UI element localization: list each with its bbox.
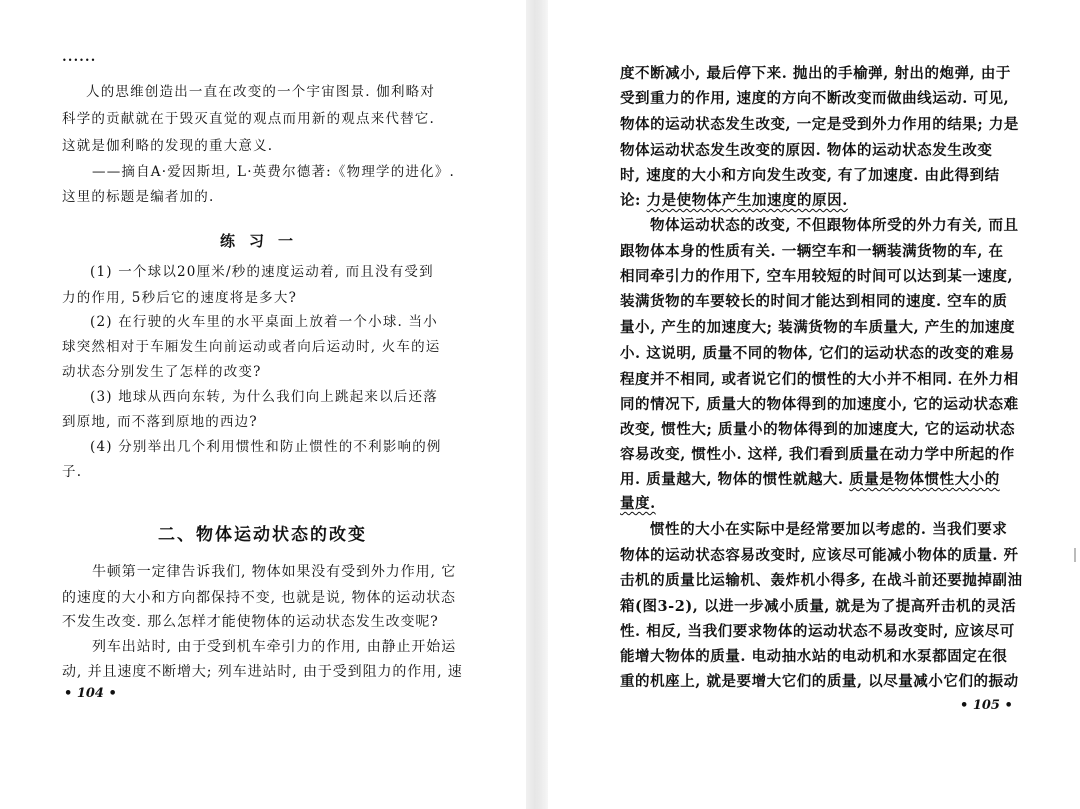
quote-note: 这里的标题是编者加的. [62, 189, 215, 205]
body-line: 物体的运动状态发生改变, 一定是受到外力作用的结果; 力是 [620, 116, 1019, 133]
exercise-line: (1) 一个球以20厘米/秒的速度运动着, 而且没有受到 [90, 264, 434, 280]
body-line: 改变, 惯性大; 质量小的物体得到的加速度大, 它的运动状态 [620, 421, 1016, 438]
right-page [548, 0, 1080, 809]
quote-line: 这就是伽利略的发现的重大意义. [62, 138, 274, 154]
corner-mark: •••••• [62, 56, 97, 65]
conclusion-emphasis: 力是使物体产生加速度的原因. [646, 192, 848, 209]
body-line: 物体运动状态的改变, 不但跟物体所受的外力有关, 而且 [650, 217, 1019, 234]
exercise-title: 练习一 [220, 232, 308, 250]
body-line: 不发生改变. 那么怎样才能使物体的运动状态发生改变呢? [62, 614, 439, 630]
exercise-line: 球突然相对于车厢发生向前运动或者向后运动时, 火车的运 [62, 339, 441, 355]
body-line: 物体的运动状态容易改变时, 应该尽可能减小物体的质量. 歼 [620, 547, 1019, 564]
body-text-segment: 论: [620, 192, 647, 209]
page-gutter [526, 0, 548, 809]
quote-source: ——摘自A·爱因斯坦, L·英费尔德著:《物理学的进化》. [92, 164, 456, 180]
body-line: 能增大物体的质量. 电动抽水站的电动机和水泵都固定在很 [620, 648, 1008, 665]
body-text-segment: 用. 质量越大, 物体的惯性就越大. [620, 471, 850, 488]
body-line: 相同牵引力的作用下, 空车用较短的时间可以达到某一速度, [620, 268, 1014, 285]
body-line: 击机的质量比运输机、轰炸机小得多, 在战斗前还要抛掉副油 [620, 572, 1023, 589]
exercise-line: 力的作用, 5秒后它的速度将是多大? [62, 290, 298, 306]
body-line: 性. 相反, 当我们要求物体的运动状态不易改变时, 应该尽可 [620, 623, 1015, 640]
body-line: 动, 并且速度不断增大; 列车进站时, 由于受到阻力的作用, 速 [62, 664, 463, 680]
page-edge-mark [1074, 548, 1076, 562]
body-line: 量小, 产生的加速度大; 装满货物的车质量大, 产生的加速度 [620, 319, 1016, 336]
body-line: 受到重力的作用, 速度的方向不断改变而做曲线运动. 可见, [620, 90, 1010, 107]
quote-line: 科学的贡献就在于毁灭直觉的观点而用新的观点来代替它. [62, 111, 435, 127]
body-line: 小. 这说明, 质量不同的物体, 它们的运动状态的改变的难易 [620, 345, 1015, 362]
body-line [620, 494, 656, 514]
body-line: 重的机座上, 就是要增大它们的质量, 以尽量减小它们的振动 [620, 673, 1019, 690]
section-title: 二、物体运动状态的改变 [158, 525, 367, 545]
exercise-line: (2) 在行驶的火车里的水平桌面上放着一个小球. 当小 [90, 314, 438, 330]
exercise-line: (3) 地球从西向东转, 为什么我们向上跳起来以后还落 [90, 389, 438, 405]
body-line: 容易改变, 惯性小. 这样, 我们看到质量在动力学中所起的作 [620, 446, 1015, 463]
exercise-line: (4) 分别举出几个利用惯性和防止惯性的不利影响的例 [90, 439, 442, 455]
exercise-line: 子. [62, 464, 83, 480]
body-line: 惯性的大小在实际中是经常要加以考虑的. 当我们要求 [650, 521, 1008, 538]
quote-line: 人的思维创造出一直在改变的一个宇宙图景. 伽利略对 [86, 84, 436, 100]
inertia-emphasis-end: 量度. [620, 495, 656, 512]
body-line: 度不断减小, 最后停下来. 抛出的手榆弹, 射出的炮弹, 由于 [620, 65, 1011, 82]
body-line: 跟物体本身的性质有关. 一辆空车和一辆装满货物的车, 在 [620, 243, 1004, 260]
body-line: 程度并不相同, 或者说它们的惯性的大小并不相同. 在外力相 [620, 371, 1019, 388]
body-line [620, 470, 1000, 490]
inertia-emphasis: 质量是物体惯性大小的 [849, 471, 1000, 488]
page-number: • 105 • [960, 698, 1013, 713]
body-line: 同的情况下, 质量大的物体得到的加速度小, 它的运动状态难 [620, 396, 1019, 413]
body-line: 物体运动状态发生改变的原因. 物体的运动状态发生改变 [620, 142, 993, 159]
page-number: • 104 • [64, 686, 117, 701]
body-line: 列车出站时, 由于受到机车牵引力的作用, 由静止开始运 [92, 639, 457, 655]
body-line: 装满货物的车要较长的时间才能达到相同的速度. 空车的质 [620, 293, 1008, 310]
body-line: 的速度的大小和方向都保持不变, 也就是说, 物体的运动状态 [62, 590, 456, 606]
exercise-line: 到原地, 而不落到原地的西边? [62, 414, 258, 430]
body-line: 牛顿第一定律告诉我们, 物体如果没有受到外力作用, 它 [92, 564, 457, 580]
body-line: 箱(图3-2), 以进一步减小质量, 就是为了提高歼击机的灵活 [620, 598, 1017, 615]
body-line [620, 191, 848, 211]
left-page [0, 0, 526, 809]
body-line: 时, 速度的大小和方向发生改变, 有了加速度. 由此得到结 [620, 167, 1000, 184]
exercise-line: 动状态分别发生了怎样的改变? [62, 364, 262, 380]
